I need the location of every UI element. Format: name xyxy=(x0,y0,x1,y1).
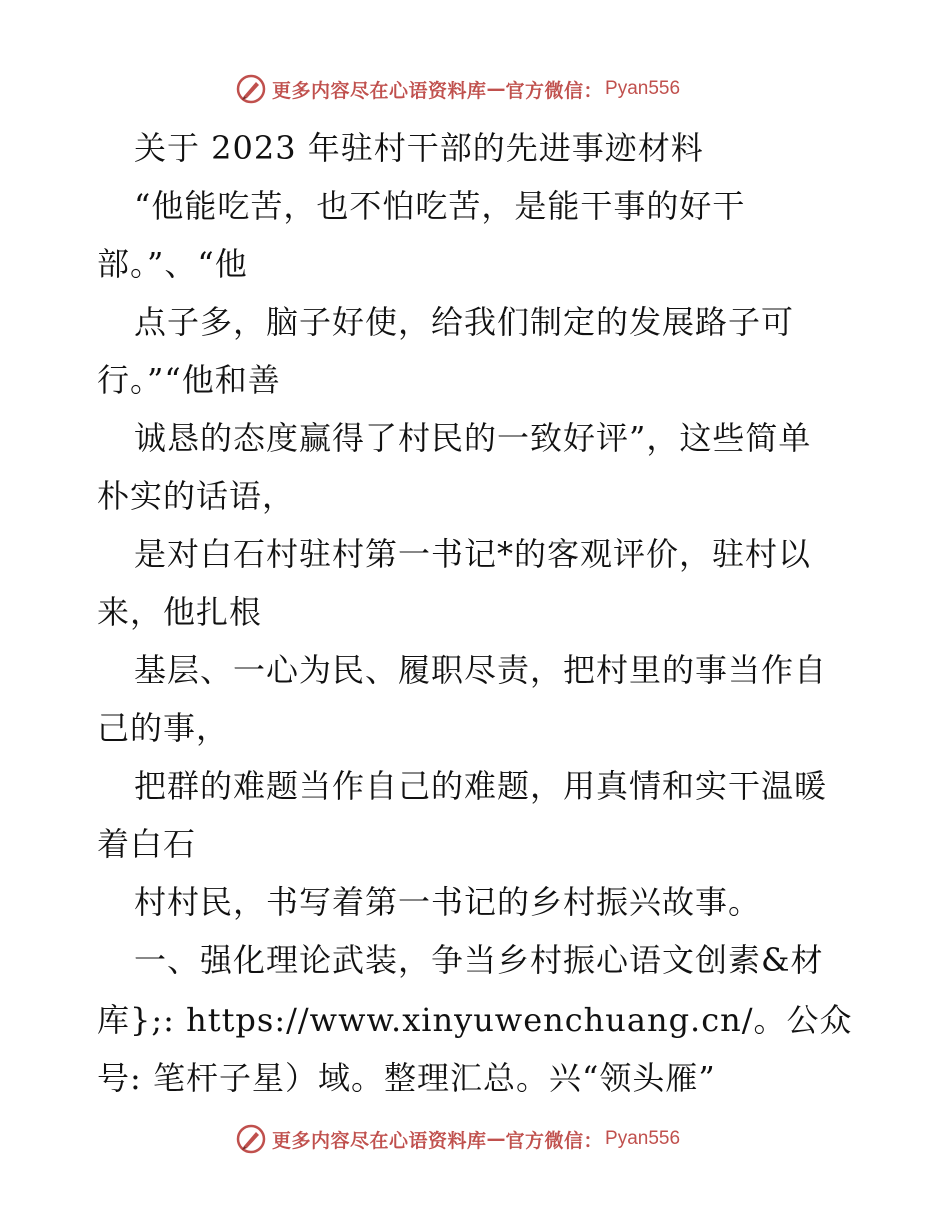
body-line: 号: 笔杆子星）域。整理汇总。兴“领头雁” xyxy=(97,1059,716,1097)
body-line: 基层、一心为民、履职尽责，把村里的事当作自 xyxy=(134,651,828,689)
watermark-header xyxy=(236,72,680,106)
document-title: 关于 2023 年驻村干部的先进事迹材料 xyxy=(134,129,704,167)
watermark-label: 官方微信： xyxy=(505,1129,604,1152)
body-line: 行。”“他和善 xyxy=(97,361,281,399)
watermark-separator: — xyxy=(486,1128,506,1150)
body-line: 是对白石村驻村第一书记*的客观评价，驻村以 xyxy=(134,535,812,573)
watermark-footer xyxy=(236,1122,680,1156)
body-line: 来，他扎根 xyxy=(97,593,263,631)
body-line: 部。”、“他 xyxy=(97,245,248,283)
body-line: 己的事， xyxy=(97,709,230,747)
watermark-account: Pyan556 xyxy=(605,78,681,99)
body-line: 朴实的话语， xyxy=(97,477,296,515)
section-heading: 一、强化理论武装，争当乡村振心语文创素&材 xyxy=(134,941,824,979)
body-line: “他能吃苦，也不怕吃苦，是能干事的好干 xyxy=(134,187,746,225)
body-line: 诚恳的态度赢得了村民的一致好评”，这些简单 xyxy=(134,419,812,457)
pen-logo-icon xyxy=(236,74,266,104)
body-line: 库};: https://www.xinyuwenchuang.cn/。公众 xyxy=(97,1001,853,1039)
body-line: 把群的难题当作自己的难题，用真情和实干温暖 xyxy=(134,767,828,805)
watermark-account: Pyan556 xyxy=(605,1128,681,1149)
body-line: 村村民，书写着第一书记的乡村振兴故事。 xyxy=(134,883,762,921)
watermark-text: 更多内容尽在心语资料库 xyxy=(272,79,487,102)
watermark-separator: — xyxy=(486,78,506,100)
watermark-label: 官方微信： xyxy=(505,79,604,102)
watermark-text: 更多内容尽在心语资料库 xyxy=(272,1129,487,1152)
body-line: 点子多，脑子好使，给我们制定的发展路子可 xyxy=(134,303,795,341)
pen-logo-icon xyxy=(236,1124,266,1154)
body-line: 着白石 xyxy=(97,825,197,863)
